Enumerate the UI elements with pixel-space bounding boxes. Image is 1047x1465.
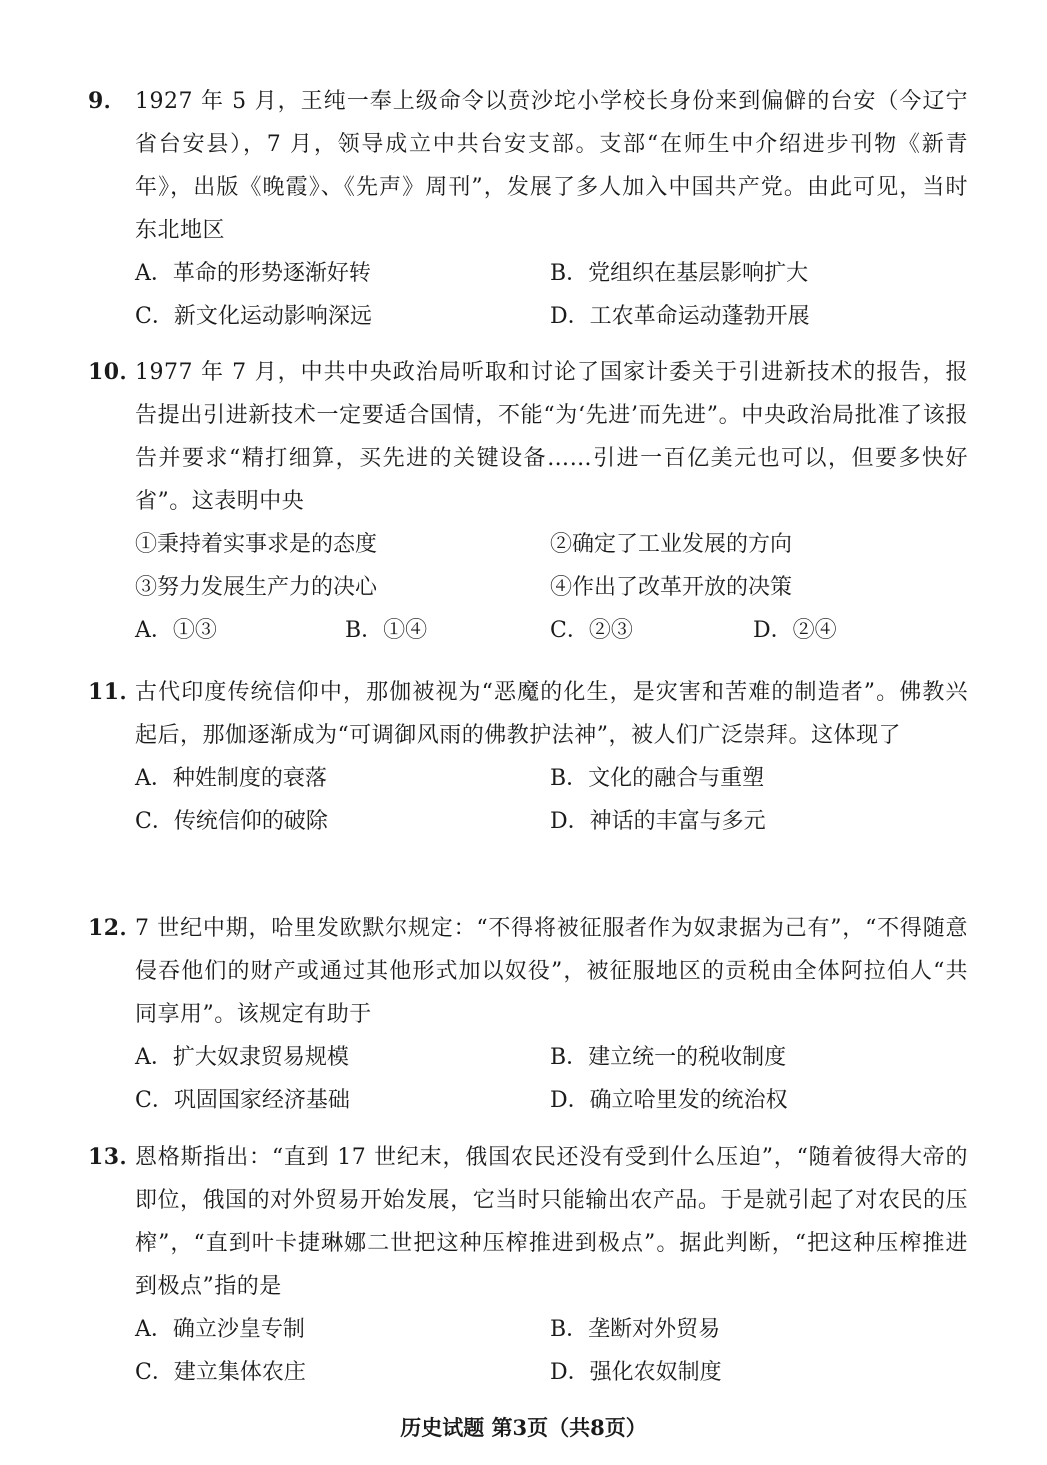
option-c[interactable]: C．巩固国家经济基础 (135, 1088, 350, 1113)
question-9 (88, 80, 968, 338)
option-b[interactable]: B．党组织在基层影响扩大 (550, 261, 809, 286)
question-number: 9． (88, 88, 127, 114)
option-a[interactable]: A．革命的形势逐渐好转 (135, 261, 371, 286)
option-row (88, 295, 968, 338)
option-b[interactable]: B．①④ (345, 618, 428, 643)
statement-row (88, 566, 968, 609)
option-a[interactable]: A．确立沙皇专制 (135, 1317, 305, 1342)
question-13 (88, 1136, 968, 1394)
question-stem: 12． 7 世纪中期，哈里发欧默尔规定：“不得将被征服者作为奴隶据为己有”，“不得随意侵吞他们的财产或通过其他形式加以奴役”，被征服地区的贡税由全体阿拉伯人“共同享用”。该规定有助于 (88, 907, 968, 1036)
question-number: 13． (88, 1144, 143, 1170)
option-b[interactable]: B．垄断对外贸易 (550, 1317, 721, 1342)
statement-3: ③努力发展生产力的决心 (135, 575, 378, 600)
option-d[interactable]: D．强化农奴制度 (550, 1360, 722, 1385)
question-stem: 13． 恩格斯指出：“直到 17 世纪末，俄国农民还没有受到什么压迫”，“随着彼得大帝的即位，俄国的对外贸易开始发展，它当时只能输出农产品。于是就引起了对农民的压榨”，“直到叶卡捷琳娜二世把这种压榨推进到极点”。据此判断，“把这种压榨推进到极点”指的是 (88, 1136, 968, 1308)
option-b[interactable]: B．文化的融合与重塑 (550, 766, 765, 791)
question-10 (88, 351, 968, 652)
option-c[interactable]: C．新文化运动影响深远 (135, 304, 372, 329)
option-d[interactable]: D．神话的丰富与多元 (550, 809, 766, 834)
option-d[interactable]: D．工农革命运动蓬勃开展 (550, 304, 810, 329)
question-stem: 11． 古代印度传统信仰中，那伽被视为“恶魔的化生，是灾害和苦难的制造者”。佛教兴起后，那伽逐渐成为“可调御风雨的佛教护法神”，被人们广泛崇拜。这体现了 (88, 671, 968, 757)
question-number: 11． (88, 679, 143, 705)
option-row (88, 1308, 968, 1351)
page-footer: 历史试题 第3页（共8页） (400, 1415, 647, 1440)
statement-4: ④作出了改革开放的决策 (550, 575, 793, 600)
option-c[interactable]: C．建立集体农庄 (135, 1360, 306, 1385)
question-stem: 10． 1977 年 7 月，中共中央政治局听取和讨论了国家计委关于引进新技术的报告，报告提出引进新技术一定要适合国情，不能“为‘先进’而先进”。中央政治局批准了该报告并要求“精打细算，买先进的关键设备……引进一百亿美元也可以，但要多快好省”。这表明中央 (88, 351, 968, 523)
option-row (88, 1351, 968, 1394)
option-a[interactable]: A．①③ (135, 618, 217, 643)
statement-1: ①秉持着实事求是的态度 (135, 532, 378, 557)
option-row (88, 800, 968, 843)
option-b[interactable]: B．建立统一的税收制度 (550, 1045, 787, 1070)
statement-row (88, 523, 968, 566)
option-a[interactable]: A．种姓制度的衰落 (135, 766, 327, 791)
question-number: 10． (88, 359, 143, 385)
option-row (88, 252, 968, 295)
option-c[interactable]: C．传统信仰的破除 (135, 809, 328, 834)
option-row (88, 757, 968, 800)
option-row (88, 1036, 968, 1079)
question-number: 12． (88, 915, 143, 941)
option-d[interactable]: D．确立哈里发的统治权 (550, 1088, 788, 1113)
option-c[interactable]: C．②③ (550, 618, 633, 643)
question-12 (88, 907, 968, 1122)
statement-2: ②确定了工业发展的方向 (550, 532, 793, 557)
question-stem: 9． 1927 年 5 月，王纯一奉上级命令以贲沙坨小学校长身份来到偏僻的台安（今辽宁省台安县），7 月，领导成立中共台安支部。支部“在师生中介绍进步刊物《新青年》，出版《晚霞》、《先声》周刊”，发展了多人加入中国共产党。由此可见，当时东北地区 (88, 80, 968, 252)
option-row (88, 1079, 968, 1122)
question-11 (88, 671, 968, 843)
option-a[interactable]: A．扩大奴隶贸易规模 (135, 1045, 349, 1070)
option-row (88, 609, 968, 652)
option-d[interactable]: D．②④ (753, 618, 837, 643)
